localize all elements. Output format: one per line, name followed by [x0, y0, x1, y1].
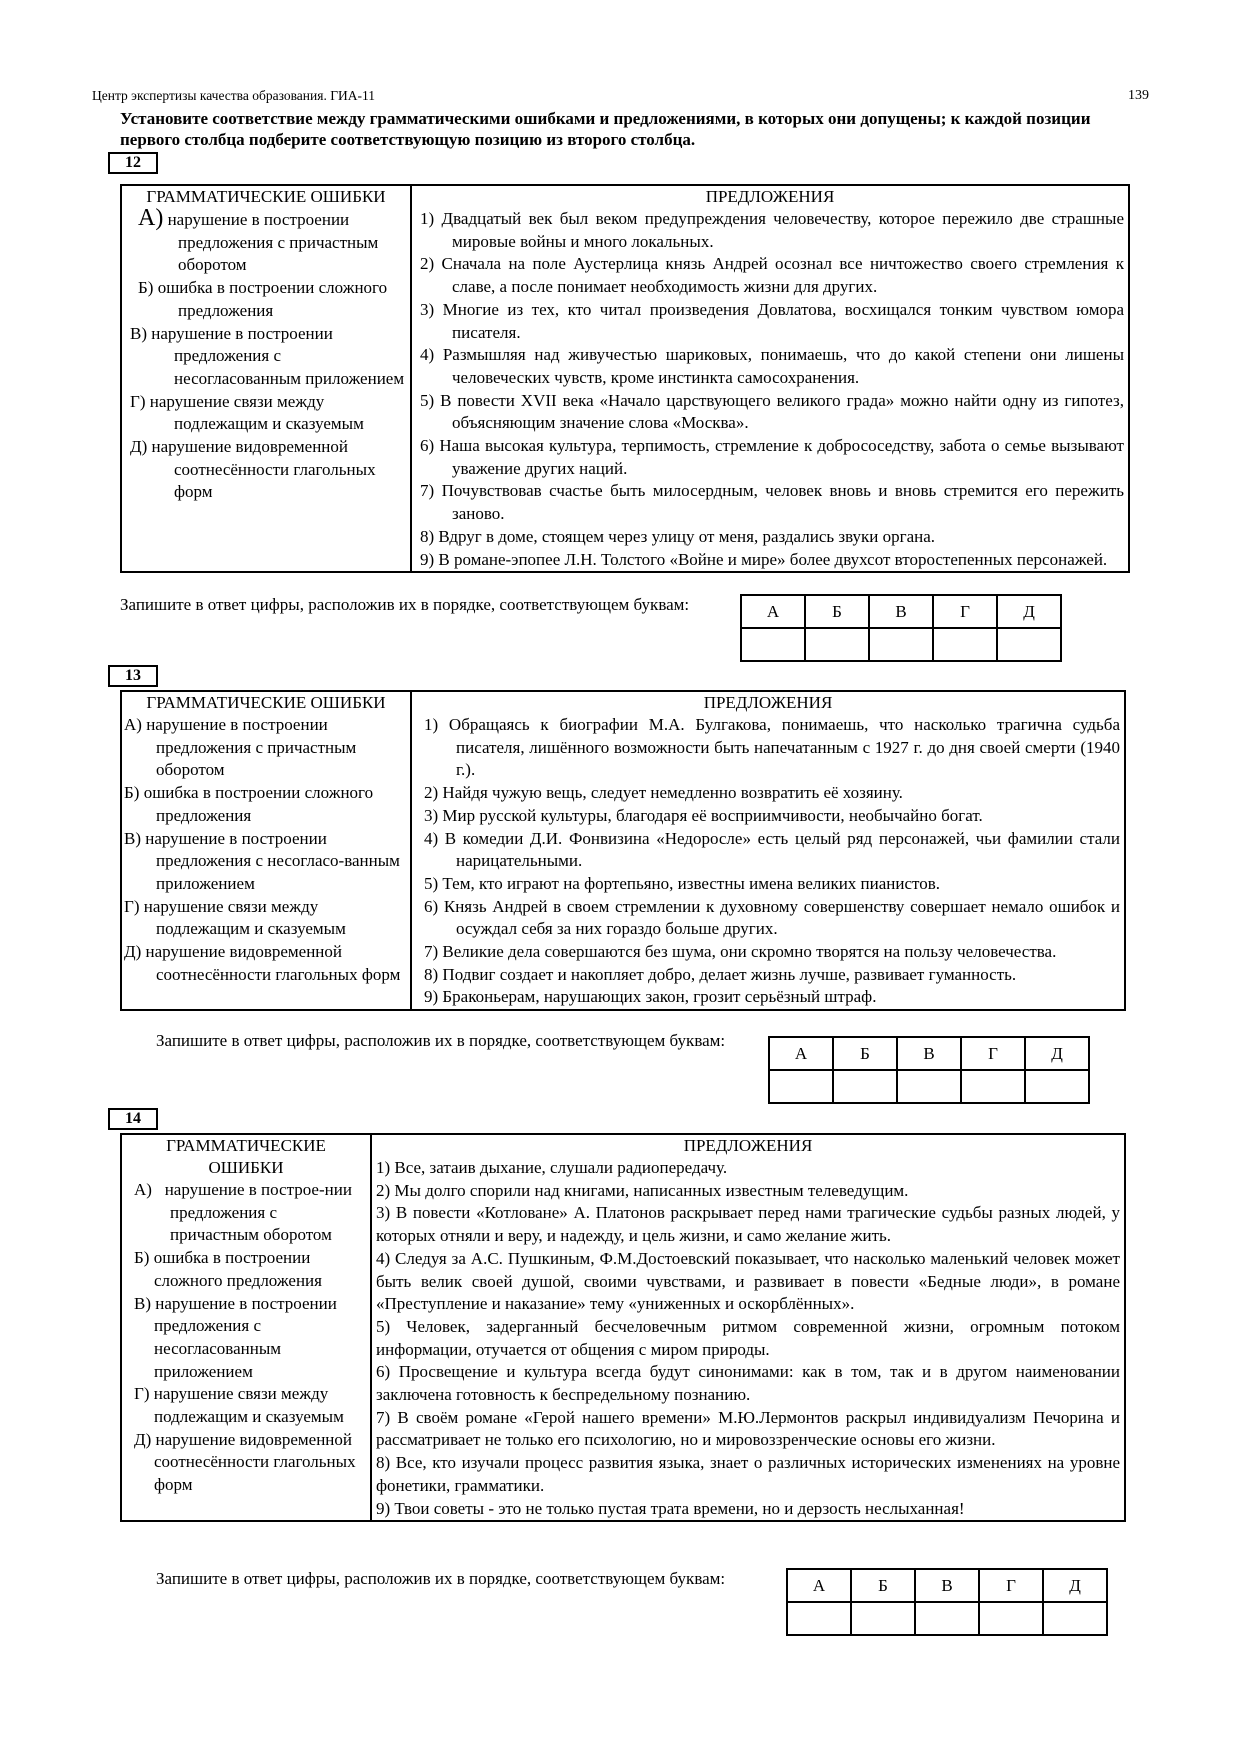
error-letter: Г): [130, 391, 146, 411]
errors-column: [121, 185, 411, 572]
error-text: нарушение связи между подлежащим и сказуемым: [153, 1384, 344, 1427]
task-number: 12: [108, 152, 158, 174]
sentence-item: 6) Князь Андрей в своем стремлении к духовному совершенству совершает немало ошибок и осуждал себя за них гораздо больше других.: [424, 896, 1120, 939]
sentence-item: 5) В повести XVII века «Начало царствующего великого града» можно найти одну из гипотез, объясняющим значение слова «Москва».: [420, 390, 1124, 433]
answer-cell[interactable]: [869, 628, 933, 661]
sentences-column-title: ПРЕДЛОЖЕНИЯ: [705, 187, 835, 206]
sentences-column-title: ПРЕДЛОЖЕНИЯ: [703, 693, 833, 712]
errors-column-title: ГРАММАТИЧЕСКИЕ ОШИБКИ: [146, 693, 386, 712]
sentence-item: 6) Наша высокая культура, терпимость, стремление к добрососедству, забота о семье вызывают уважение других наций.: [420, 436, 1124, 478]
answer-letter: Г: [961, 1037, 1025, 1070]
answer-letter: Б: [805, 595, 869, 628]
sentence-item: 9) Браконьерам, нарушающих закон, грозит серьёзный штраф.: [424, 987, 877, 1007]
error-letter: А): [134, 1180, 152, 1199]
answer-letter: А: [787, 1569, 851, 1602]
error-letter: Б): [124, 783, 140, 803]
errors-column-title: ГРАММАТИЧЕСКИЕ ОШИБКИ: [146, 187, 386, 206]
error-text: нарушение в построении предложения с несогласованным приложением: [154, 1293, 337, 1381]
task-12-table: [120, 184, 1130, 573]
error-item: [134, 1179, 370, 1247]
sentence-item: 3) В повести «Котловане» А. Платонов раскрывает перед нами трагические судьбы разных людей, у которых отняли и веру, и надежду, и цель жизни, и само желание жить.: [376, 1203, 1120, 1246]
sentence-item: 7) Почувствовав счастье быть милосердным, человек вновь и вновь стремится его пережить заново.: [420, 481, 1124, 524]
error-letter: А): [138, 205, 164, 231]
sentence-item: 1) Все, затаив дыхание, слушали радиопередачу.: [376, 1158, 728, 1177]
sentence-item: 2) Сначала на поле Аустерлица князь Андрей осознал все ничтожество своего стремления к славе, а после понимает необходимость жизни для других.: [420, 254, 1124, 297]
sentences-column-title: ПРЕДЛОЖЕНИЯ: [683, 1136, 813, 1155]
sentence-item: 4) Размышляя над живучестью шариковых, понимаешь, что до какой степени они лишены человеческих чувств, кроме инстинкта самосохранения.: [420, 345, 1124, 387]
answer-letter: В: [869, 595, 933, 628]
error-text: нарушение в построении предложения с причастным оборотом: [146, 715, 357, 780]
error-letter: Г): [134, 1384, 150, 1404]
sentence-item: 8) Подвиг создает и накопляет добро, делает жизнь лучше, развивает гуманность.: [424, 964, 1017, 984]
sentence-item: 5) Тем, кто играют на фортепьяно, известны имена великих пианистов.: [424, 873, 941, 893]
error-text: нарушение в построе-нии предложения с причастным оборотом: [164, 1180, 352, 1245]
error-letter: Д): [134, 1429, 152, 1449]
answer-cell[interactable]: [769, 1070, 833, 1103]
error-letter: А): [124, 715, 142, 734]
page-number: 139: [1128, 88, 1149, 103]
error-text: нарушение видовременной соотнесённости глагольных форм: [154, 1429, 356, 1495]
answer-cell[interactable]: [741, 628, 805, 661]
error-letter: В): [134, 1293, 151, 1313]
sentence-item: 7) Великие дела совершаются без шума, они скромно творятся на пользу человечества.: [424, 942, 1057, 962]
error-item: [126, 436, 410, 504]
error-text: ошибка в построении сложного предложения: [153, 1248, 322, 1290]
error-item: [126, 391, 410, 436]
error-letter: Б): [138, 278, 154, 298]
answer-letter: Д: [1043, 1569, 1107, 1602]
error-letter: Д): [130, 437, 148, 457]
answer-cell[interactable]: [897, 1070, 961, 1103]
sentences-column: [411, 185, 1129, 572]
error-item: [134, 1383, 370, 1428]
error-item: [134, 1429, 370, 1497]
task-number: 13: [108, 665, 158, 687]
error-text: нарушение связи между подлежащим и сказуемым: [143, 896, 346, 939]
answer-grid: [740, 594, 1062, 662]
error-text: нарушение видовременной соотнесённости глагольных форм: [151, 437, 376, 502]
answer-cell[interactable]: [787, 1602, 851, 1635]
answer-grid: [786, 1568, 1108, 1636]
answer-cell[interactable]: [851, 1602, 915, 1635]
error-text: нарушение в построении предложения с причастным оборотом: [167, 210, 379, 275]
answer-letter: А: [769, 1037, 833, 1070]
answer-cell[interactable]: [979, 1602, 1043, 1635]
error-text: нарушение видовременной соотнесённости глагольных форм: [145, 942, 401, 984]
error-item: [124, 714, 410, 782]
errors-column-title: ГРАММАТИЧЕСКИЕ ОШИБКИ: [166, 1136, 326, 1177]
answer-instruction: Запишите в ответ цифры, расположив их в порядке, соответствующем буквам:: [156, 1031, 726, 1050]
task-number: 14: [108, 1108, 158, 1130]
sentence-item: 9) Твои советы - это не только пустая трата времени, но и дерзость неслыханная!: [376, 1498, 965, 1518]
error-item: [126, 323, 410, 391]
sentence-item: 5) Человек, задерганный бесчеловечным ритмом современной жизни, огромным потоком информации, отучается от общения с миром природы.: [376, 1316, 1120, 1359]
answer-grid: [768, 1036, 1090, 1104]
answer-cell[interactable]: [1043, 1602, 1107, 1635]
error-text: ошибка в построении сложного предложения: [143, 783, 374, 825]
error-item: [124, 896, 410, 941]
error-letter: В): [130, 323, 147, 343]
answer-cell[interactable]: [833, 1070, 897, 1103]
sentence-item: 3) Мир русской культуры, благодаря её восприимчивости, необычайно богат.: [424, 805, 983, 825]
error-item: [134, 1293, 370, 1384]
sentence-item: 2) Найдя чужую вещь, следует немедленно возвратить её хозяину.: [424, 783, 903, 803]
error-text: нарушение в построении предложения с несогласо-ванным приложением: [145, 828, 400, 893]
sentence-item: 7) В своём романе «Герой нашего времени» М.Ю.Лермонтов раскрыл индивидуализм Печорина и рассматривает не только его психологию, но и мировоззренческие основы его жизни.: [376, 1407, 1120, 1450]
page-header-title: Центр экспертизы качества образования. ГИА-11: [92, 88, 375, 103]
answer-instruction: Запишите в ответ цифры, расположив их в порядке, соответствующем буквам:: [120, 595, 690, 614]
error-text: ошибка в построении сложного предложения: [157, 278, 388, 320]
answer-instruction: Запишите в ответ цифры, расположив их в порядке, соответствующем буквам:: [156, 1569, 726, 1588]
sentence-item: 4) Следуя за А.С. Пушкиным, Ф.М.Достоевский показывает, что насколько маленький человек может быть велик своей душой, своими чувствами, и развивает в повести «Бедные люди», в романе «Преступление и наказание» тему «униженных и оскорблённых».: [376, 1248, 1120, 1314]
error-item: [134, 1247, 370, 1292]
answer-letter: В: [915, 1569, 979, 1602]
answer-cell[interactable]: [961, 1070, 1025, 1103]
sentence-item: 1) Двадцатый век был веком предупреждения человечеству, которое пережило две страшные мировые войны и много локальных.: [420, 209, 1124, 251]
sentence-item: 8) Все, кто изучали процесс развития языка, знает о различных исторических изменениях на уровне фонетики, грамматики.: [376, 1453, 1120, 1495]
error-letter: В): [124, 828, 141, 848]
error-text: нарушение в построении предложения с несогласованным приложением: [151, 323, 405, 388]
answer-letter: Б: [833, 1037, 897, 1070]
error-item: [124, 941, 410, 986]
error-text: нарушение связи между подлежащим и сказуемым: [149, 391, 364, 434]
sentence-item: 1) Обращаясь к биографии М.А. Булгакова, понимаешь, что насколько трагична судьба писателя, лишённого возможности быть напечатанным с 1927 г. до дня своей смерти (1940 г.).: [424, 715, 1120, 780]
error-item: [126, 205, 410, 277]
sentences-column: [371, 1134, 1125, 1521]
instruction-text: Установите соответствие между грамматическими ошибками и предложениями, в которых они допущены; к каждой позиции первого столбца подберите соответствующую позицию из второго столбца.: [120, 109, 1091, 149]
answer-letter: В: [897, 1037, 961, 1070]
sentence-item: 3) Многие из тех, кто читал произведения Довлатова, восхищался тонким чувством юмора писателя.: [420, 299, 1124, 342]
error-letter: Д): [124, 942, 142, 962]
error-letter: Б): [134, 1248, 150, 1268]
errors-column: [121, 691, 411, 1010]
answer-letter: А: [741, 595, 805, 628]
sentence-item: 4) В комедии Д.И. Фонвизина «Недоросле» есть целый ряд персонажей, чьи фамилии стали нарицательными.: [424, 828, 1120, 871]
answer-letter: Б: [851, 1569, 915, 1602]
sentence-item: 9) В романе-эпопее Л.Н. Толстого «Войне и мире» более двухсот второстепенных персонажей.: [420, 549, 1108, 569]
answer-letter: Г: [933, 595, 997, 628]
answer-cell[interactable]: [1025, 1070, 1089, 1103]
sentences-column: [411, 691, 1125, 1010]
answer-cell[interactable]: [933, 628, 997, 661]
answer-letter: Д: [997, 595, 1061, 628]
error-item: [124, 828, 410, 896]
sentence-item: 8) Вдруг в доме, стоящем через улицу от меня, раздались звуки органа.: [420, 526, 936, 546]
answer-letter: Д: [1025, 1037, 1089, 1070]
error-letter: Г): [124, 896, 140, 916]
answer-cell[interactable]: [997, 628, 1061, 661]
sentence-item: 6) Просвещение и культура всегда будут синонимами: как в том, так и в другом наименовании заключена готовность к беспредельному познанию.: [376, 1362, 1120, 1405]
task-14-table: [120, 1133, 1126, 1522]
answer-cell[interactable]: [805, 628, 869, 661]
sentence-item: 2) Мы долго спорили над книгами, написанных известным телеведущим.: [376, 1180, 909, 1200]
answer-letter: Г: [979, 1569, 1043, 1602]
errors-column: [121, 1134, 371, 1521]
answer-cell[interactable]: [915, 1602, 979, 1635]
error-item: [126, 277, 410, 322]
error-item: [124, 782, 410, 827]
task-13-table: [120, 690, 1126, 1011]
